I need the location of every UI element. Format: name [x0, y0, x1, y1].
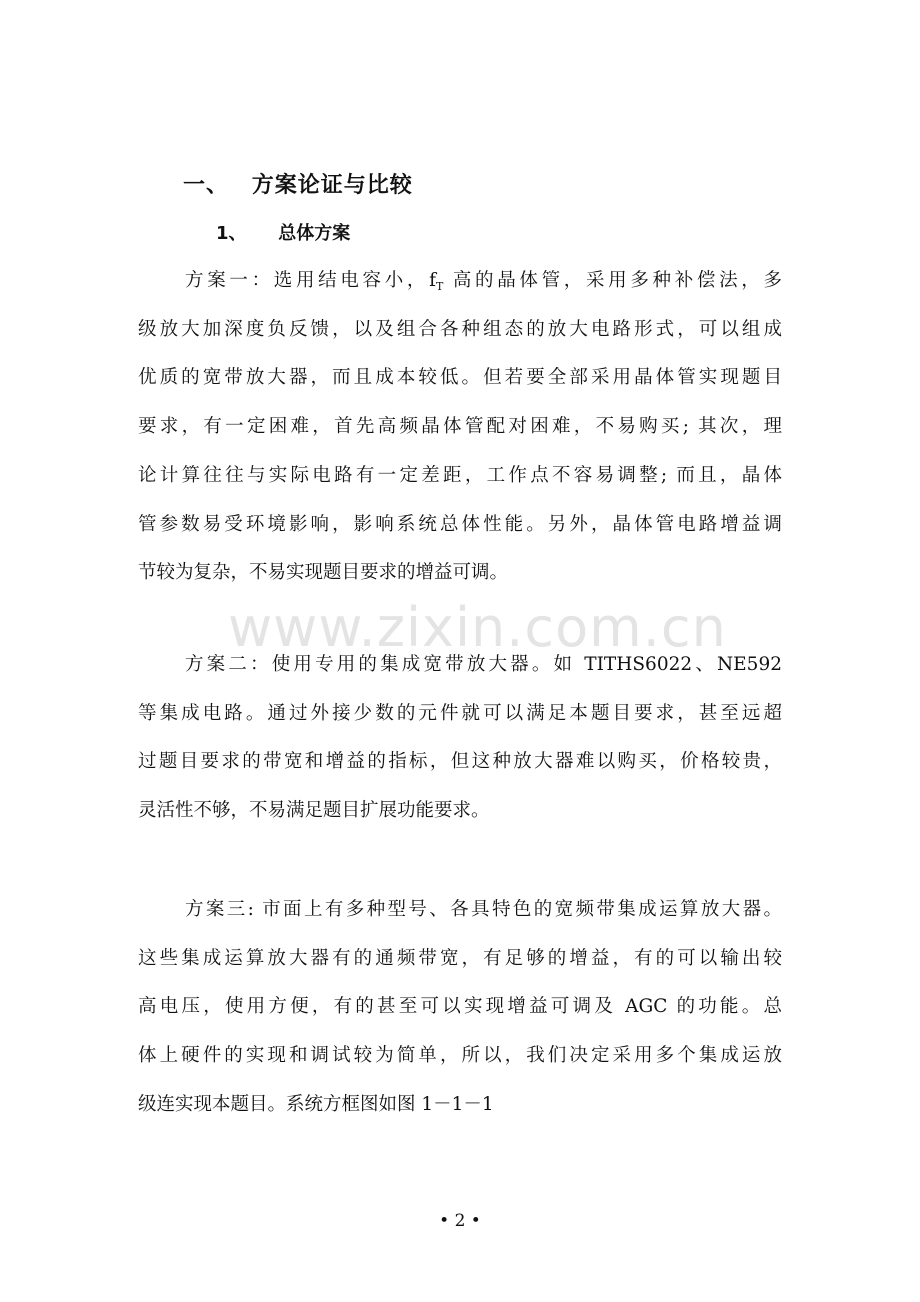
paragraph-line: 等集成电路。通过外接少数的元件就可以满足本题目要求，甚至远超: [138, 702, 782, 724]
paragraph-scheme-two: [138, 641, 782, 836]
paragraph-scheme-three: [138, 886, 782, 1130]
text-segment: 高的晶体管，采用多种补偿法，多: [443, 270, 782, 291]
paragraph-line: 论计算往往与实际电路有一定差距，工作点不容易调整; 而且，晶体: [138, 464, 782, 486]
section-number: 一、: [183, 173, 230, 198]
paragraph-line: 灵活性不够，不易满足题目扩展功能要求。: [138, 800, 490, 822]
paragraph-line: 管参数易受环境影响，影响系统总体性能。另外，晶体管电路增益调: [138, 513, 782, 535]
paragraph-line: 方案三: 市面上有多种型号、各具特色的宽频带集成运算放大器。: [185, 899, 782, 920]
paragraph-line: 方案二：使用专用的集成宽带放大器。如 TITHS6022、NE592: [185, 654, 782, 675]
paragraph-line: 这些集成运算放大器有的通频带宽，有足够的增益，有的可以输出较: [138, 947, 782, 969]
paragraph-line: [138, 257, 782, 306]
paragraph-line: 优质的宽带放大器，而且成本较低。但若要全部采用晶体管实现题目: [138, 367, 782, 389]
paragraph-line: 级连实现本题目。系统方框图如图 1－1－1: [138, 1093, 494, 1115]
subscript: T: [435, 280, 444, 293]
page-number: • 2 •: [439, 1211, 481, 1231]
paragraph-line: 高电压，使用方便，有的甚至可以实现增益可调及 AGC 的功能。总: [138, 996, 782, 1018]
subsection-title: 总体方案: [278, 223, 351, 244]
paragraph-line: 级放大加深度负反馈，以及组合各种组态的放大电路形式，可以组成: [138, 318, 782, 340]
watermark: www.zixin.com.cn: [228, 596, 727, 659]
paragraph-scheme-one: [138, 257, 782, 598]
paragraph-line: 过题目要求的带宽和增益的指标，但这种放大器难以购买，价格较贵，: [138, 751, 782, 773]
section-heading: [183, 168, 413, 199]
paragraph-line: 体上硬件的实现和调试较为简单，所以，我们决定采用多个集成运放: [138, 1045, 782, 1067]
text-segment: 方案一：选用结电容小，f: [185, 270, 436, 291]
section-title: 方案论证与比较: [251, 173, 413, 198]
subsection-heading: [216, 219, 350, 245]
paragraph-line: 节较为复杂，不易实现题目要求的增益可调。: [138, 562, 509, 584]
subsection-number: 1、: [216, 223, 247, 244]
paragraph-line: 要求，有一定困难，首先高频晶体管配对困难，不易购买; 其次，理: [138, 416, 782, 438]
